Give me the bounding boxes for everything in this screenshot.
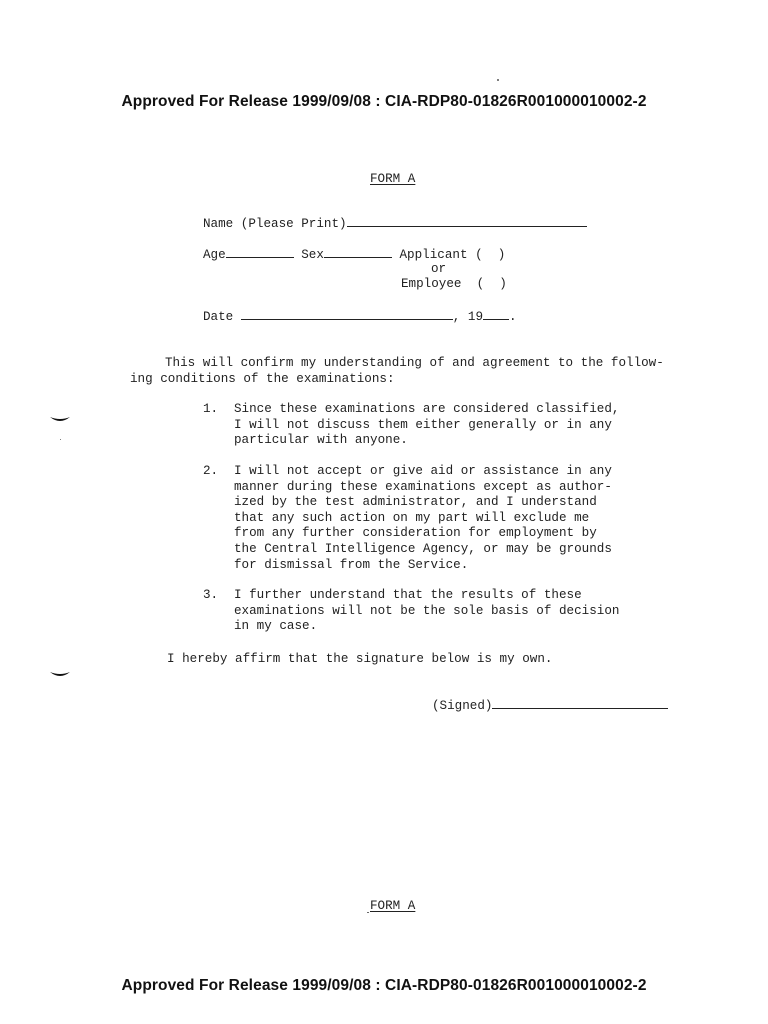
item-line: Since these examinations are considered classified,: [234, 402, 620, 416]
signed-label: (Signed): [432, 699, 493, 713]
affirm-text: I hereby affirm that the signature below is my own.: [167, 652, 553, 666]
binding-mark: [50, 416, 70, 424]
item-line: I further understand that the results of these: [234, 588, 582, 602]
age-field[interactable]: [226, 246, 294, 258]
item-line: for dismissal from the Service.: [234, 557, 469, 572]
item-line: that any such action on my part will exclude me: [234, 510, 590, 525]
year-field[interactable]: [483, 308, 509, 320]
age-sex-row: [203, 246, 505, 262]
scan-speck: [367, 912, 369, 913]
condition-item-1: [234, 402, 619, 449]
scan-speck: [497, 79, 499, 81]
item-number: 1.: [203, 402, 219, 416]
condition-item-3: [234, 588, 619, 635]
signature-row: [432, 697, 668, 713]
item-line: from any further consideration for employment by: [234, 526, 597, 541]
name-label: Name (Please Print): [203, 217, 347, 231]
item-line: particular with anyone.: [234, 433, 408, 448]
date-label: Date: [203, 310, 234, 324]
date-row: Date , 19 .: [203, 310, 517, 324]
binding-mark: [50, 671, 70, 679]
intro-line-2: ing conditions of the examinations:: [130, 372, 395, 386]
item-line: I will not accept or give aid or assistance in any: [234, 464, 612, 478]
condition-item-2: [234, 464, 612, 573]
footer-form-label: FORM A: [370, 899, 416, 913]
name-field[interactable]: [347, 215, 587, 227]
intro-line-1: This will confirm my understanding of and agreement to the follow-: [165, 356, 664, 370]
item-number: 3.: [203, 588, 219, 602]
name-row: [203, 215, 587, 231]
release-banner-top: Approved For Release 1999/09/08 : CIA-RDP80-01826R001000010002-2: [121, 93, 647, 110]
form-title: FORM A: [370, 172, 416, 186]
item-line: examinations will not be the sole basis of decision: [234, 603, 620, 618]
item-line: ized by the test administrator, and I understand: [234, 495, 597, 510]
date-field[interactable]: [241, 308, 453, 320]
age-label: Age: [203, 248, 226, 262]
applicant-checkbox[interactable]: Applicant ( ): [399, 248, 506, 262]
employee-checkbox[interactable]: Employee ( ): [401, 277, 507, 291]
item-line: I will not discuss them either generally or in any: [234, 417, 612, 432]
sex-label: Sex: [301, 248, 324, 262]
item-number: 2.: [203, 464, 219, 478]
item-line: manner during these examinations except as author-: [234, 479, 612, 494]
sex-field[interactable]: [324, 246, 392, 258]
release-banner-bottom: Approved For Release 1999/09/08 : CIA-RDP80-01826R001000010002-2: [121, 977, 647, 994]
or-label: or: [431, 262, 447, 276]
item-line: in my case.: [234, 619, 318, 634]
year-prefix: , 19: [452, 310, 484, 324]
signature-field[interactable]: [492, 697, 668, 709]
item-line: the Central Intelligence Agency, or may be grounds: [234, 541, 612, 556]
scan-speck: [60, 439, 61, 440]
